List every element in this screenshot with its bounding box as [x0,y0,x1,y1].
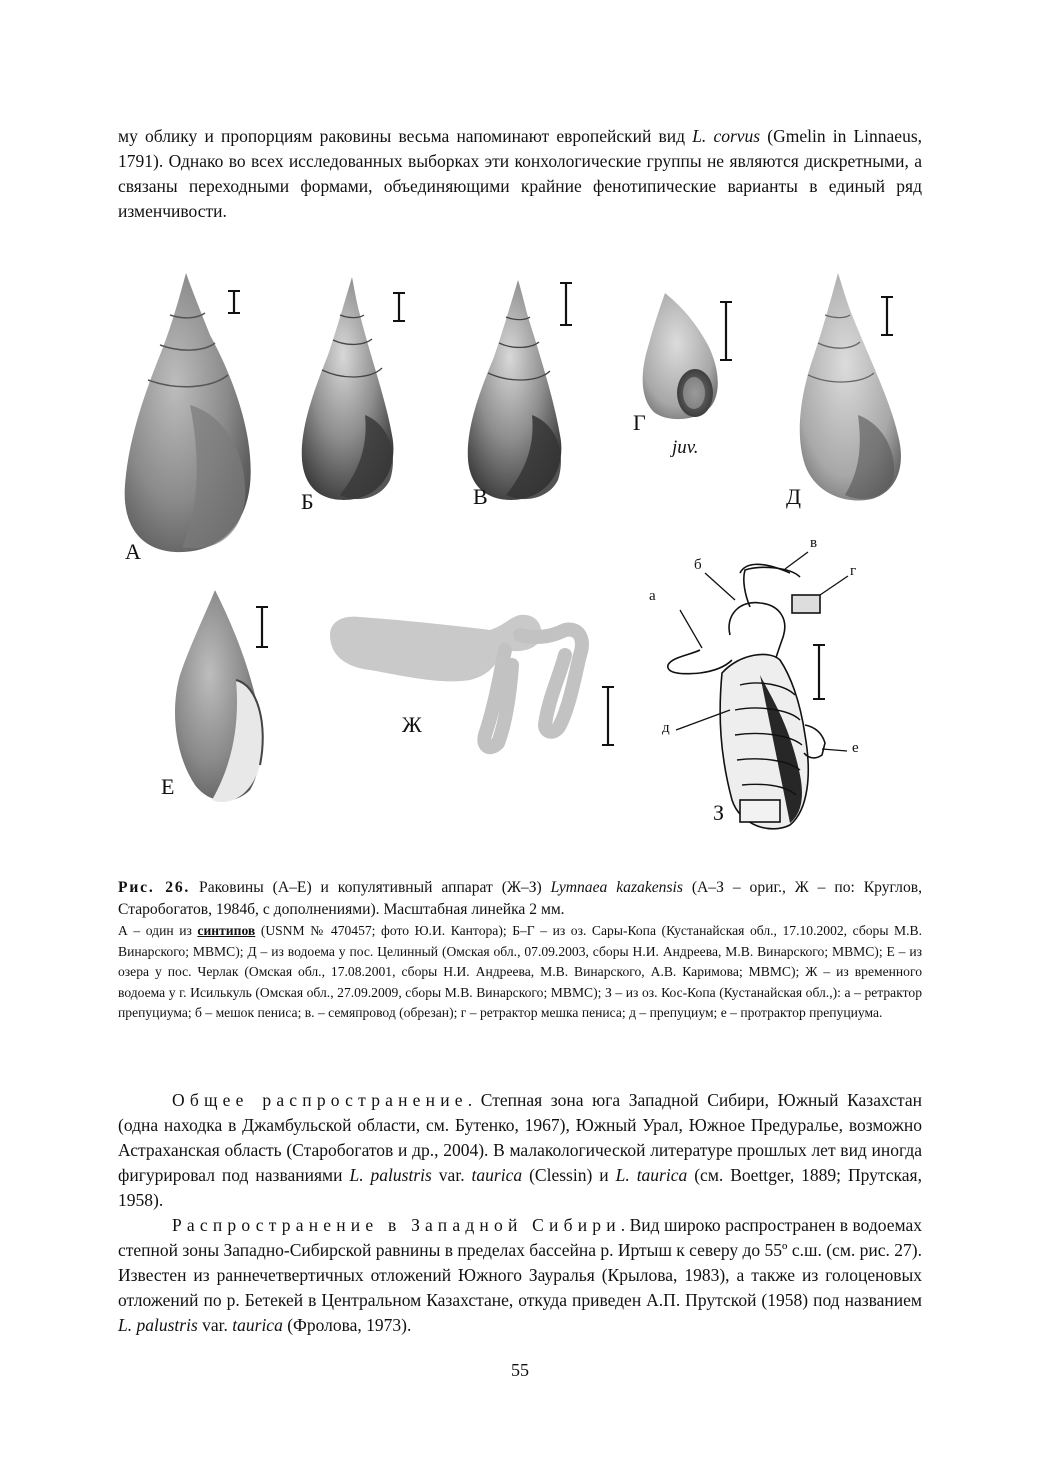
general-distribution [118,1088,922,1213]
figure-caption [118,877,922,1024]
species-name: L. corvus [692,126,761,146]
shell-d [800,273,901,501]
caption-species: Lymnaea kazakensis [550,879,683,896]
intro-text-cont: (Gmelin in Linnaeus, 1791). Однако во всех исследованных выборках эти конхологические группы не являются дискретными, а связаны переходными формами, объединяющими крайние фенотипические варианты в единый ряд изменчивости. [118,126,923,221]
variety-name: taurica [232,1315,283,1335]
figure-26 [0,255,1040,875]
caption-text-cont: (А–З – ориг., Ж – по: Круглов, Старобогатов, 1984б, с дополнениями). Масштабная линейка 2 мм. [118,879,923,918]
general-distribution-heading: Общее распространение [172,1090,468,1110]
label-v: В [473,484,488,509]
intro-text: му облику и пропорциям раковины весьма напоминают европейский вид [118,126,693,146]
general-distribution-text-3: (см. Boettger, 1889; Прутская, 1958). [118,1165,922,1210]
shell-e [175,590,268,802]
label-a: А [125,539,141,564]
species-name: L. palustris [349,1165,432,1185]
west-siberia-text-2: (Фролова, 1973). [282,1315,412,1335]
part-label-d: д [662,720,670,736]
general-distribution-text: . Степная зона юга Западной Сибири, Южный Казахстан (одна находка в Джамбульской области, см. Бутенко, 1967), Южный Урал, Южное Предуралье, возможно Астраханская область (Старобогатов и др., 2004). В малакологической литературе прошлых лет вид иногда фигурировал под названиями [118,1090,922,1185]
caption-figure-number: Рис. 26. [118,879,191,896]
label-g: Г [633,410,646,435]
caption-text: Раковины (А–Е) и копулятивный аппарат (Ж–З) [190,879,551,896]
copulatory-apparatus-photo [330,615,614,747]
label-z: З [713,800,725,825]
label-b: Б [301,489,314,514]
var-text: var. [431,1165,472,1185]
caption-detail-cont: (USNM № 470457; фото Ю.И. Кантора); Б–Г – из оз. Сары-Копа (Кустанайская обл., 17.10.2002, сборы М.В. Винарского; МВМС); Д – из водоема у пос. Целинный (Омская обл., 07.09.2003, сборы Н.И. Андреева, М.В. Винарского; МВМС); Е – из озера у пос. Черлак (Омская обл., 17.08.2001, сборы Н.И. Андреева, М.В. Винарского, А.В. Каримова; МВМС); Ж – из временного водоема у г. Исилькуль (Омская обл., 27.09.2009, сборы М.В. Винарского; МВМС); З – из оз. Кос-Копа (Кустанайская обл.,): а – ретрактор препуциума; б – мешок пениса; в. – семяпровод (обрезан); г – ретрактор мешка пениса; д – препуциум; е – протрактор препуциума. [118,923,922,1020]
species-name: L. taurica [615,1165,688,1185]
label-d: Д [786,484,802,509]
part-label-a: а [649,588,656,604]
part-label-g: г [850,563,857,579]
var-text: var. [197,1315,233,1335]
west-siberia-text: . Вид широко распространен в водоемах степной зоны Западно-Сибирской равнины в пределах бассейна р. Иртыш к северу до 55º с.ш. (см. рис. 27). Известен из раннечетвертичных отложений Южного Зауралья (Крылова, 1983), а также из голоценовых отложений по р. Бетекей в Центральном Казахстане, откуда приведен А.П. Прутской (1958) под названием [118,1215,922,1310]
general-distribution-text-2: (Clessin) и [522,1165,616,1185]
distribution-section [118,1088,922,1338]
part-label-v: в [810,535,818,551]
copulatory-apparatus-drawing [668,552,848,829]
figure-drawing [0,255,1040,875]
part-label-e: е [852,740,859,756]
west-siberia-distribution [118,1213,922,1338]
part-label-b: б [694,557,702,573]
label-juv: juv. [672,437,699,458]
shell-a [125,273,251,552]
label-zh: Ж [402,712,422,737]
label-e: Е [161,774,175,799]
caption-detail: А – один из [118,923,198,938]
shell-v [468,280,572,500]
west-siberia-heading: Распространение в Западной Сибири [172,1215,621,1235]
shell-b [302,277,405,500]
shell-g [643,293,732,419]
intro-paragraph [118,124,922,224]
variety-name: taurica [471,1165,523,1185]
species-name: L. palustris [118,1315,198,1335]
page-number: 55 [511,1360,529,1380]
syntypes-link[interactable]: синтипов [197,923,256,938]
